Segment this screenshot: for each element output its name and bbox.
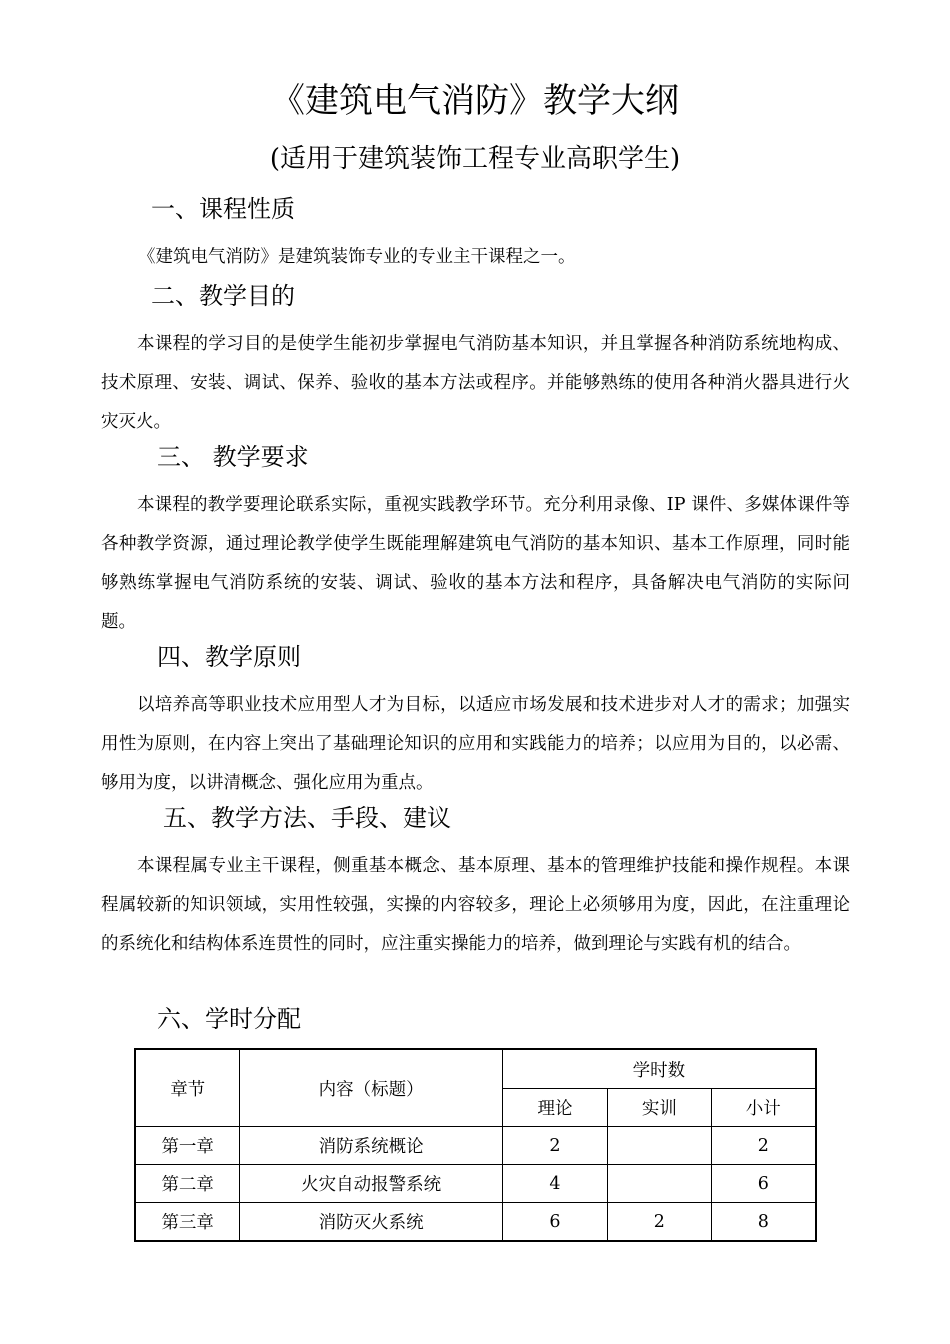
cell-theory: 2 [502,1127,607,1165]
cell-content: 消防灭火系统 [240,1203,502,1242]
cell-theory: 6 [502,1203,607,1242]
section-heading-purpose: 二、教学目的 [151,282,295,310]
cell-content: 消防系统概论 [240,1127,502,1165]
table-row [135,1165,816,1203]
section-heading-hours: 六、学时分配 [157,1005,301,1033]
section-paragraph-purpose: 本课程的学习目的是使学生能初步掌握电气消防基本知识，并且掌握各种消防系统地构成、技术原理、安装、调试、保养、验收的基本方法或程序。并能够熟练的使用各种消火器具进行火灾灭火。 [101,334,850,432]
cell-subtotal: 8 [711,1203,816,1242]
table-row [135,1203,816,1242]
section-paragraph-requirements: 本课程的教学要理论联系实际，重视实践教学环节。充分利用录像、IP 课件、多媒体课件等各种教学资源，通过理论教学使学生既能理解建筑电气消防的基本知识、基本工作原理，同时能够熟练掌握电气消防系统的安装、调试、验收的基本方法和程序，具备解决电气消防的实际问题。 [101,495,850,632]
cell-practice [608,1127,711,1165]
cell-practice: 2 [608,1203,711,1242]
cell-subtotal: 6 [711,1165,816,1203]
table-header-row [135,1049,816,1089]
cell-theory: 4 [502,1165,607,1203]
section-paragraph-methods: 本课程属专业主干课程，侧重基本概念、基本原理、基本的管理维护技能和操作规程。本课程属较新的知识领域，实用性较强，实操的内容较多，理论上必须够用为度，因此，在注重理论的系统化和结构体系连贯性的同时，应注重实操能力的培养，做到理论与实践有机的结合。 [101,856,850,954]
section-paragraph-nature: 《建筑电气消防》是建筑装饰专业的专业主干课程之一。 [138,247,576,267]
header-chapter: 章节 [135,1049,240,1127]
section-heading-nature: 一、课程性质 [151,195,295,223]
section-paragraph-principles: 以培养高等职业技术应用型人才为目标，以适应市场发展和技术进步对人才的需求；加强实用性为原则，在内容上突出了基础理论知识的应用和实践能力的培养；以应用为目的，以必需、够用为度，以讲清概念、强化应用为重点。 [101,695,850,793]
cell-chapter: 第一章 [135,1127,240,1165]
section-heading-requirements: 三、 教学要求 [157,443,309,471]
section-heading-principles: 四、教学原则 [157,643,301,671]
cell-practice [608,1165,711,1203]
header-hours: 学时数 [502,1049,816,1089]
section-heading-methods: 五、教学方法、手段、建议 [163,804,451,832]
table-row [135,1127,816,1165]
hours-table [134,1048,817,1242]
header-subtotal: 小计 [711,1089,816,1127]
cell-chapter: 第三章 [135,1203,240,1242]
document-title: 《建筑电气消防》教学大纲 [271,81,679,121]
header-theory: 理论 [502,1089,607,1127]
cell-chapter: 第二章 [135,1165,240,1203]
header-content: 内容（标题） [240,1049,502,1127]
cell-content: 火灾自动报警系统 [240,1165,502,1203]
header-practice: 实训 [608,1089,711,1127]
document-subtitle: (适用于建筑装饰工程专业高职学生) [269,144,681,174]
cell-subtotal: 2 [711,1127,816,1165]
